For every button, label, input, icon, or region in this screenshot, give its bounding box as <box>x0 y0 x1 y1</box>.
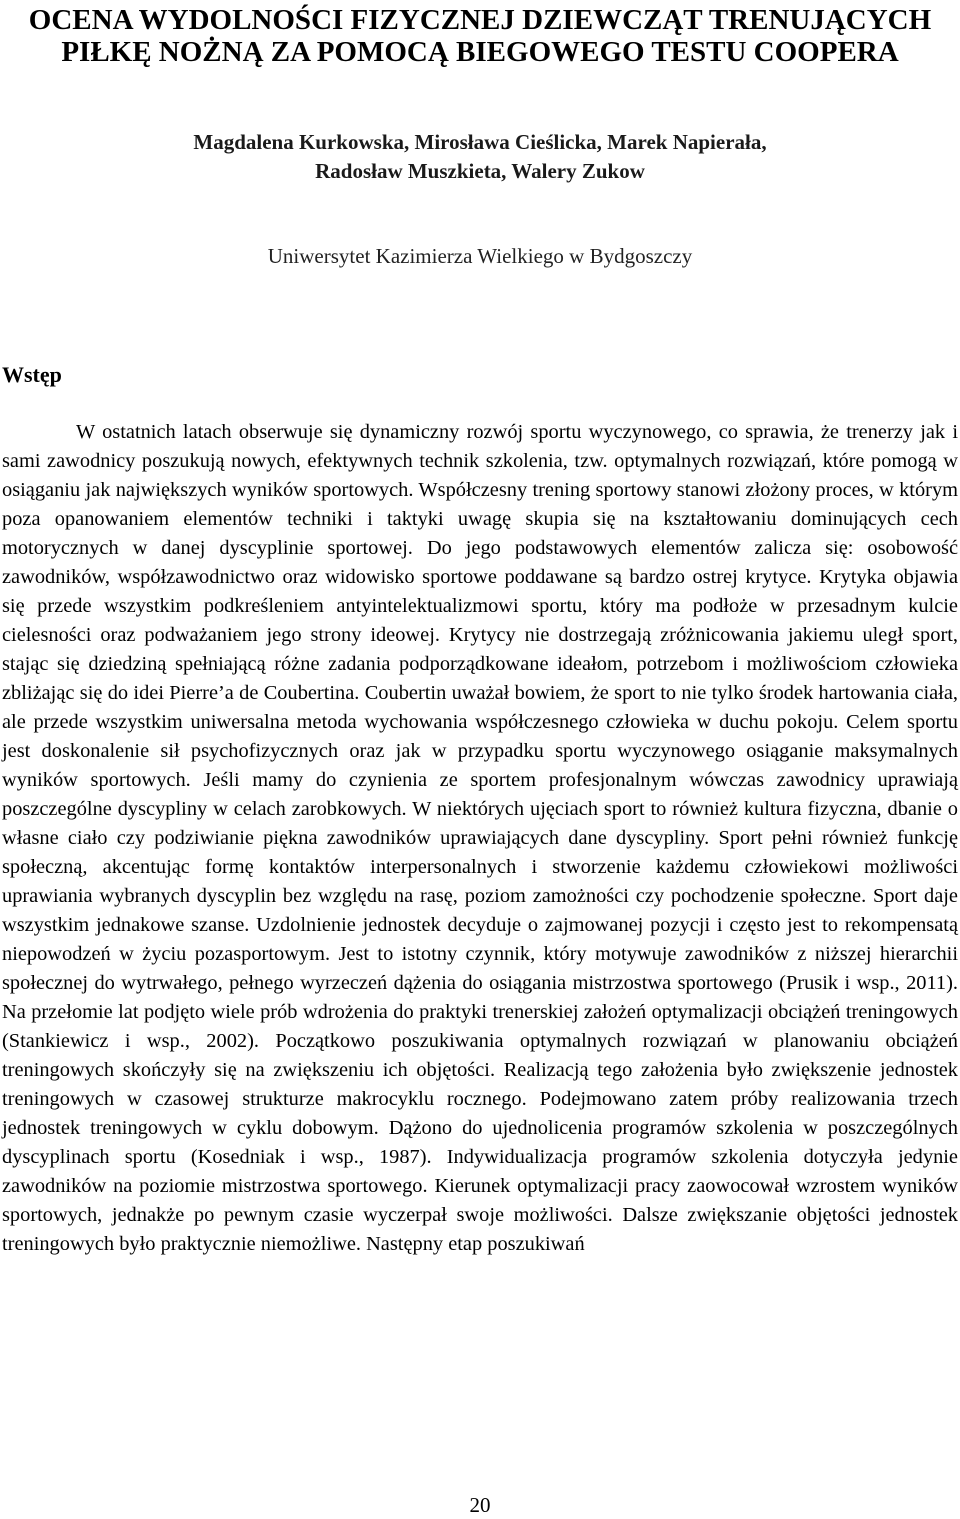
paper-title-line-1: OCENA WYDOLNOŚCI FIZYCZNEJ DZIEWCZĄT TRENUJĄCYCH <box>28 4 932 36</box>
affiliation: Uniwersytet Kazimierza Wielkiego w Bydgoszczy <box>267 244 693 268</box>
paper-title <box>0 4 960 68</box>
author-list-line-1: Magdalena Kurkowska, Mirosława Cieślicka, Marek Napierała, <box>193 130 767 154</box>
paper-title-line-2: PIŁKĘ NOŻNĄ ZA POMOCĄ BIEGOWEGO TESTU COOPERA <box>61 36 899 68</box>
page-number: 20 <box>469 1493 491 1517</box>
body-paragraph <box>2 418 958 1259</box>
body-paragraph-text: W ostatnich latach obserwuje się dynamiczny rozwój sportu wyczynowego, co sprawia, że trenerzy jak i sami zawodnicy poszukują nowych, efektywnych technik szkolenia, tzw. optymalnych rozwiązań, które pomogą w osiąganiu jak największych wyników sportowych. Współczesny trening sportowy stanowi złożony proces, w którym poza opanowaniem elementów techniki i taktyki uwagę skupia się na kształtowaniu dominujących cech motorycznych w danej dyscyplinie sportowej. Do jego podstawowych elementów zalicza się: osobowość zawodników, współzawodnictwo oraz widowisko sportowe poddawane są bardzo ostrej krytyce. Krytyka objawia się przede wszystkim podkreśleniem antyintelektualizmowi sportu, który ma podłoże w przesadnym kulcie cielesności oraz podważaniem jego strony ideowej. Krytycy nie dostrzegają zróżnicowania jakiemu uległ sport, stając się dziedziną spełniającą różne zadania podporządkowane ideałom, potrzebom i możliwościom człowieka zbliżając się do idei Pierre’a de Coubertina. Coubertin uważał bowiem, że sport to nie tylko środek hartowania ciała, ale przede wszystkim uniwersalna metoda wychowania współczesnego człowieka w duchu pokoju. Celem sportu jest doskonalenie sił psychofizycznych oraz jak w przypadku sportu wyczynowego osiąganie maksymalnych wyników sportowych. Jeśli mamy do czynienia ze sportem profesjonalnym wówczas zawodnicy uprawiają poszczególne dyscypliny w celach zarobkowych. W niektórych ujęciach sport to również kultura fizyczna, dbanie o własne ciało czy podziwianie piękna zawodników uprawiających dane dyscypliny. Sport pełni również funkcję społeczną, akcentując formę kontaktów interpersonalnych i stworzenie każdemu człowiekowi możliwości uprawiania wybranych dyscyplin bez względu na rasę, poziom zamożności czy pochodzenie społeczne. Sport daje wszystkim jednakowe szanse. Uzdolnienie jednostek decyduje o zajmowanej pozycji i często jest to rekompensatą niepowodzeń w życiu pozasportowym. Jest to istotny czynnik, który motywuje zawodników z niższej hierarchii społecznej do wytrwałego, pełnego wyrzeczeń dążenia do osiągania mistrzostwa sportowego (Prusik i wsp., 2011). Na przełomie lat podjęto wiele prób wdrożenia do praktyki trenerskiej założeń optymalizacji obciążeń treningowych (Stankiewicz i wsp., 2002). Początkowo poszukiwania optymalnych rozwiązań w planowaniu obciążeń treningowych skończyły się na zwiększeniu ich objętości. Realizacją tego założenia było zwiększenie jednostek treningowych w czasowej strukturze makrocyklu rocznego. Podejmowano zatem próby realizowania trzech jednostek treningowych w cyklu dobowym. Dążono do ujednolicenia programów szkolenia w poszczególnych dyscyplinach sportu (Kosedniak i wsp., 1987). Indywidualizacja programów szkolenia dotyczyła jedynie zawodników na poziomie mistrzostwa sportowego. Kierunek optymalizacji pracy zaowocował wzrostem wyników sportowych, jednakże po pewnym czasie wyczerpał swoje możliwości. Dalsze zwiększanie objętości jednostek treningowych było praktycznie niemożliwe. Następny etap poszukiwań <box>2 421 958 1255</box>
section-heading: Wstęp <box>2 362 62 387</box>
author-list-line-2: Radosław Muszkieta, Walery Zukow <box>315 159 645 183</box>
author-list <box>0 128 960 186</box>
